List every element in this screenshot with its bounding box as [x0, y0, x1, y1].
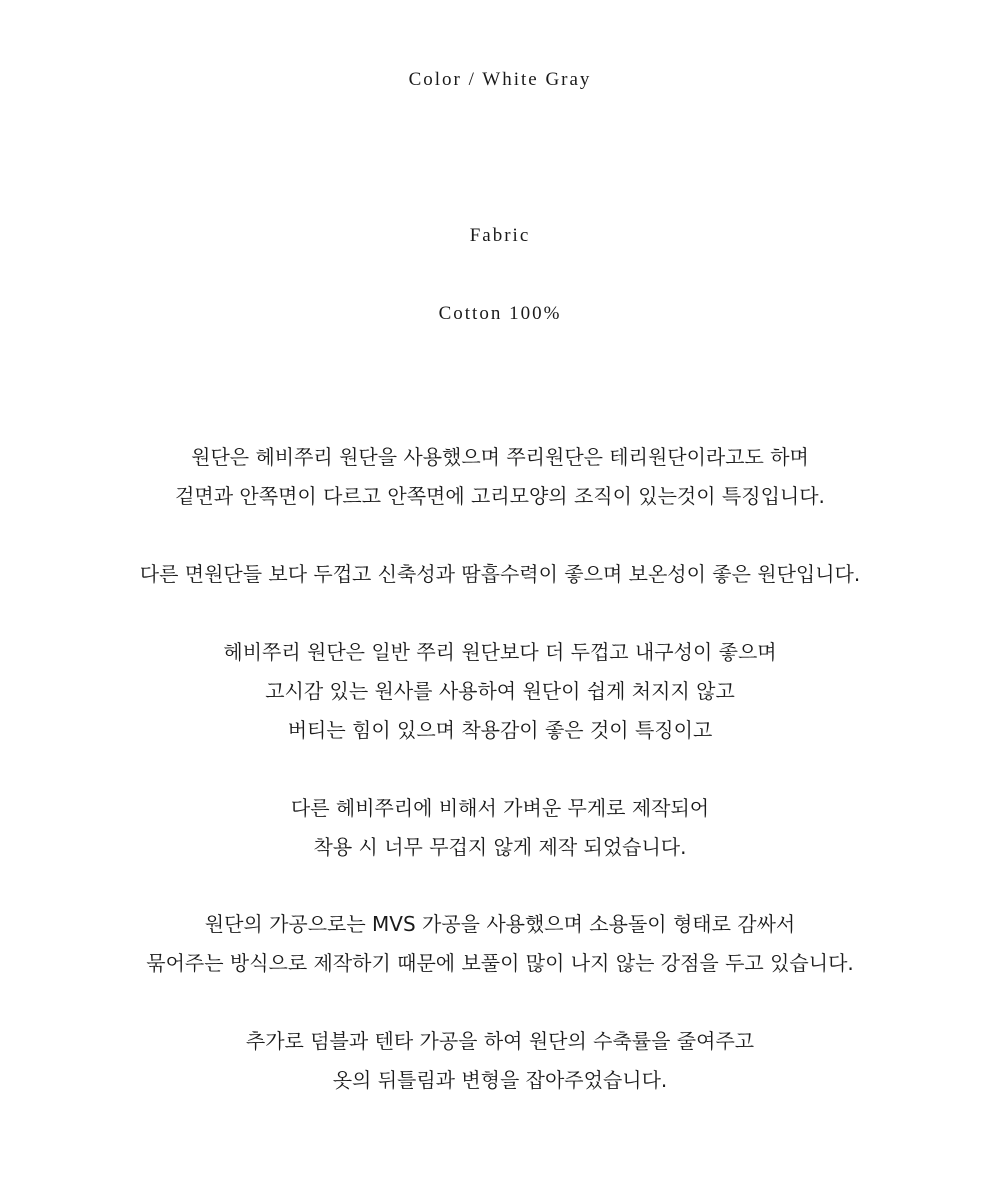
description-line: 추가로 덤블과 텐타 가공을 하여 원단의 수축률을 줄여주고	[245, 1029, 755, 1053]
description-line: 옷의 뒤틀림과 변형을 잡아주었습니다.	[332, 1068, 668, 1092]
description-line: 원단의 가공으로는 MVS 가공을 사용했으며 소용돌이 형태로 감싸서	[204, 912, 796, 936]
description-line: 원단은 헤비쭈리 원단을 사용했으며 쭈리원단은 테리원단이라고도 하며	[191, 445, 809, 469]
description-line: 묶어주는 방식으로 제작하기 때문에 보풀이 많이 나지 않는 강점을 두고 있습니다.	[146, 951, 854, 975]
fabric-title: Fabric	[469, 225, 531, 246]
description-line: 헤비쭈리 원단은 일반 쭈리 원단보다 더 두껍고 내구성이 좋으며	[223, 640, 777, 664]
description-line: 착용 시 너무 무겁지 않게 제작 되었습니다.	[313, 835, 687, 859]
description-line: 겉면과 안쪽면이 다르고 안쪽면에 고리모양의 조직이 있는것이 특징입니다.	[175, 484, 825, 508]
fabric-composition: Cotton 100%	[438, 303, 562, 324]
color-label: Color / White Gray	[408, 69, 592, 90]
description-line: 다른 헤비쭈리에 비해서 가벼운 무게로 제작되어	[290, 796, 710, 820]
description-line: 버티는 힘이 있으며 착용감이 좋은 것이 특징이고	[287, 718, 713, 742]
description-line: 다른 면원단들 보다 두껍고 신축성과 땀흡수력이 좋으며 보온성이 좋은 원단입니다.	[139, 562, 861, 586]
description-line: 고시감 있는 원사를 사용하여 원단이 쉽게 처지지 않고	[265, 679, 735, 703]
